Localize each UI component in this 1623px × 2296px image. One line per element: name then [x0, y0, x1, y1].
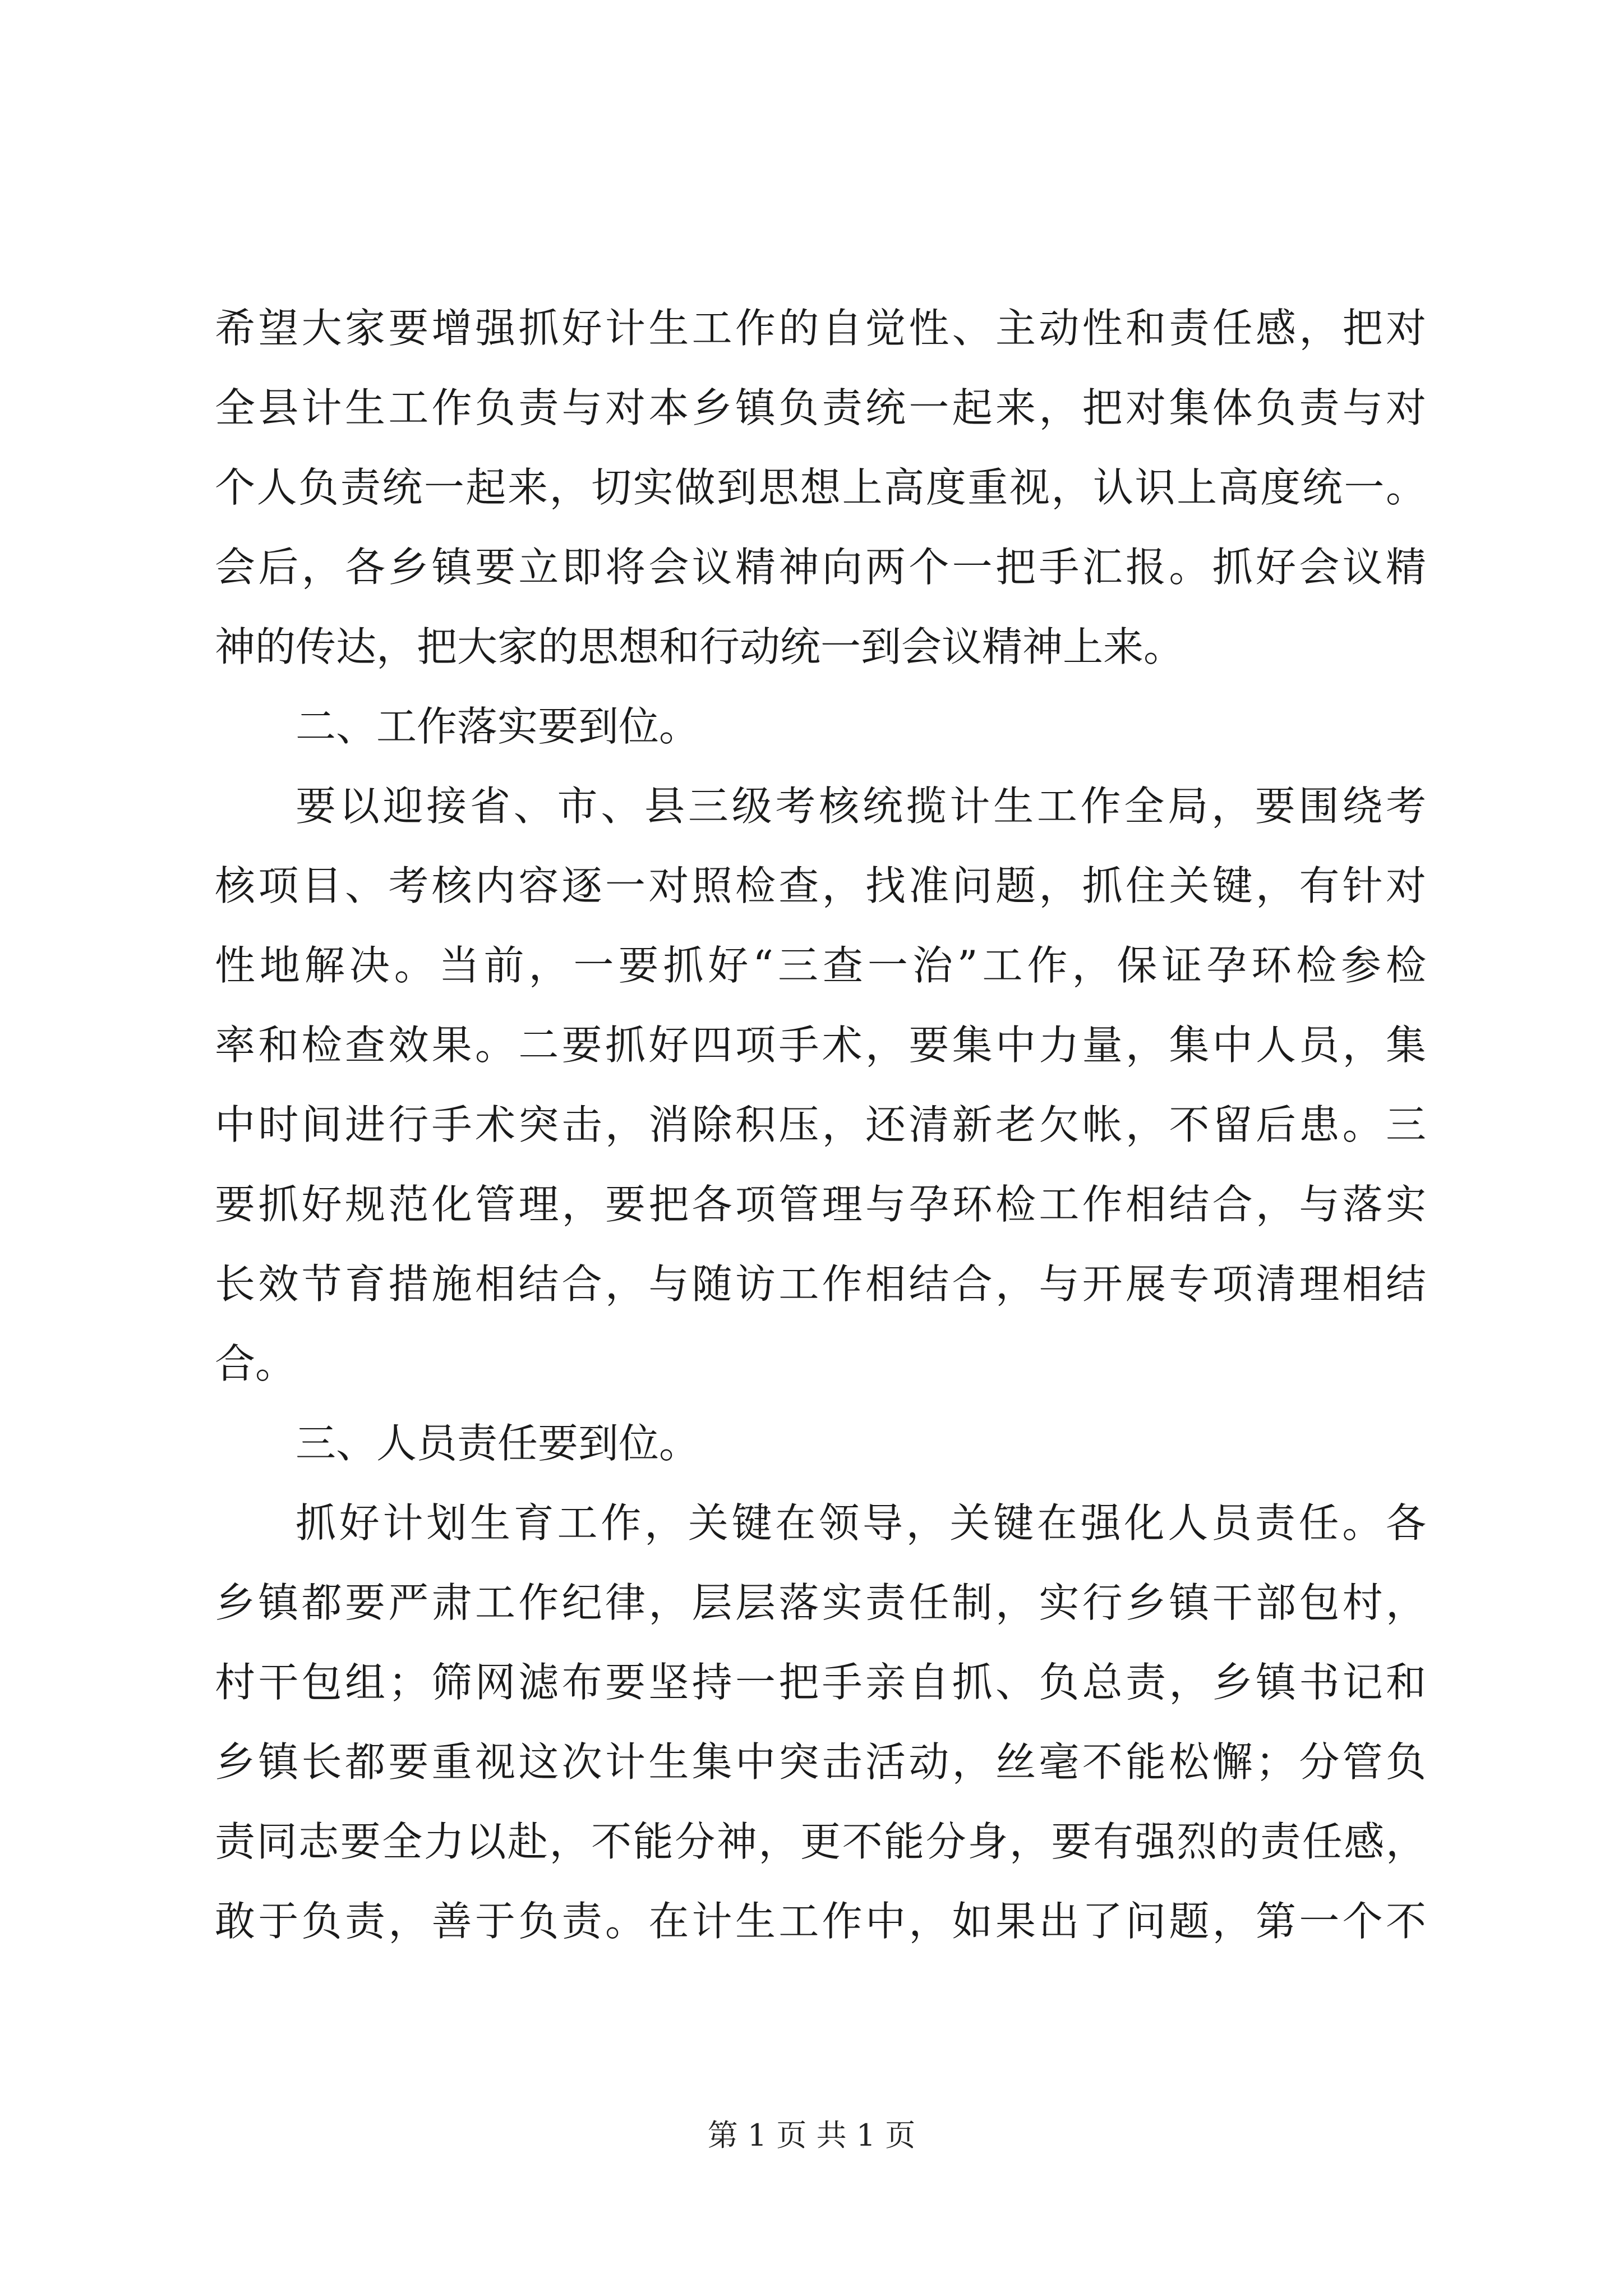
section-heading: 三、人员责任要到位。 — [296, 1420, 700, 1467]
body-line: 全县计生工作负责与对本乡镇负责统一起来，把对集体负责与对 — [215, 384, 1426, 431]
body-line: 中时间进行手术突击，消除积压，还清新老欠帐，不留后患。三 — [215, 1101, 1426, 1148]
body-line: 长效节育措施相结合，与随访工作相结合，与开展专项清理相结 — [215, 1260, 1426, 1308]
body-line: 村干包组；筛网滤布要坚持一把手亲自抓、负总责，乡镇书记和 — [215, 1659, 1426, 1706]
body-line: 抓好计划生育工作，关键在领导，关键在强化人员责任。各 — [296, 1499, 1426, 1547]
body-line: 核项目、考核内容逐一对照检查，找准问题，抓住关键，有针对 — [215, 862, 1426, 909]
body-line: 率和检查效果。二要抓好四项手术，要集中力量，集中人员，集 — [215, 1022, 1426, 1069]
body-line: 要以迎接省、市、县三级考核统揽计生工作全局，要围绕考 — [296, 783, 1426, 830]
body-line: 会后，各乡镇要立即将会议精神向两个一把手汇报。抓好会议精 — [215, 544, 1426, 591]
body-line: 乡镇长都要重视这次计生集中突击活动，丝毫不能松懈；分管负 — [215, 1738, 1426, 1786]
body-line: 合。 — [215, 1340, 296, 1387]
body-line: 希望大家要增强抓好计生工作的自觉性、主动性和责任感，把对 — [215, 305, 1426, 352]
body-line: 神的传达，把大家的思想和行动统一到会议精神上来。 — [215, 623, 1184, 670]
body-line: 责同志要全力以赴，不能分神，更不能分身，要有强烈的责任感， — [215, 1818, 1426, 1865]
body-line: 乡镇都要严肃工作纪律，层层落实责任制，实行乡镇干部包村， — [215, 1579, 1426, 1626]
body-line: 要抓好规范化管理，要把各项管理与孕环检工作相结合，与落实 — [215, 1181, 1426, 1228]
body-line: 个人负责统一起来，切实做到思想上高度重视，认识上高度统一。 — [215, 464, 1426, 511]
body-line: 敢于负责，善于负责。在计生工作中，如果出了问题，第一个不 — [215, 1898, 1426, 1945]
page-footer: 第 1 页 共 1 页 — [707, 2118, 916, 2153]
body-line: 性地解决。当前，一要抓好“三查一治”工作，保证孕环检参检 — [215, 942, 1426, 989]
section-heading: 二、工作落实要到位。 — [296, 703, 700, 750]
